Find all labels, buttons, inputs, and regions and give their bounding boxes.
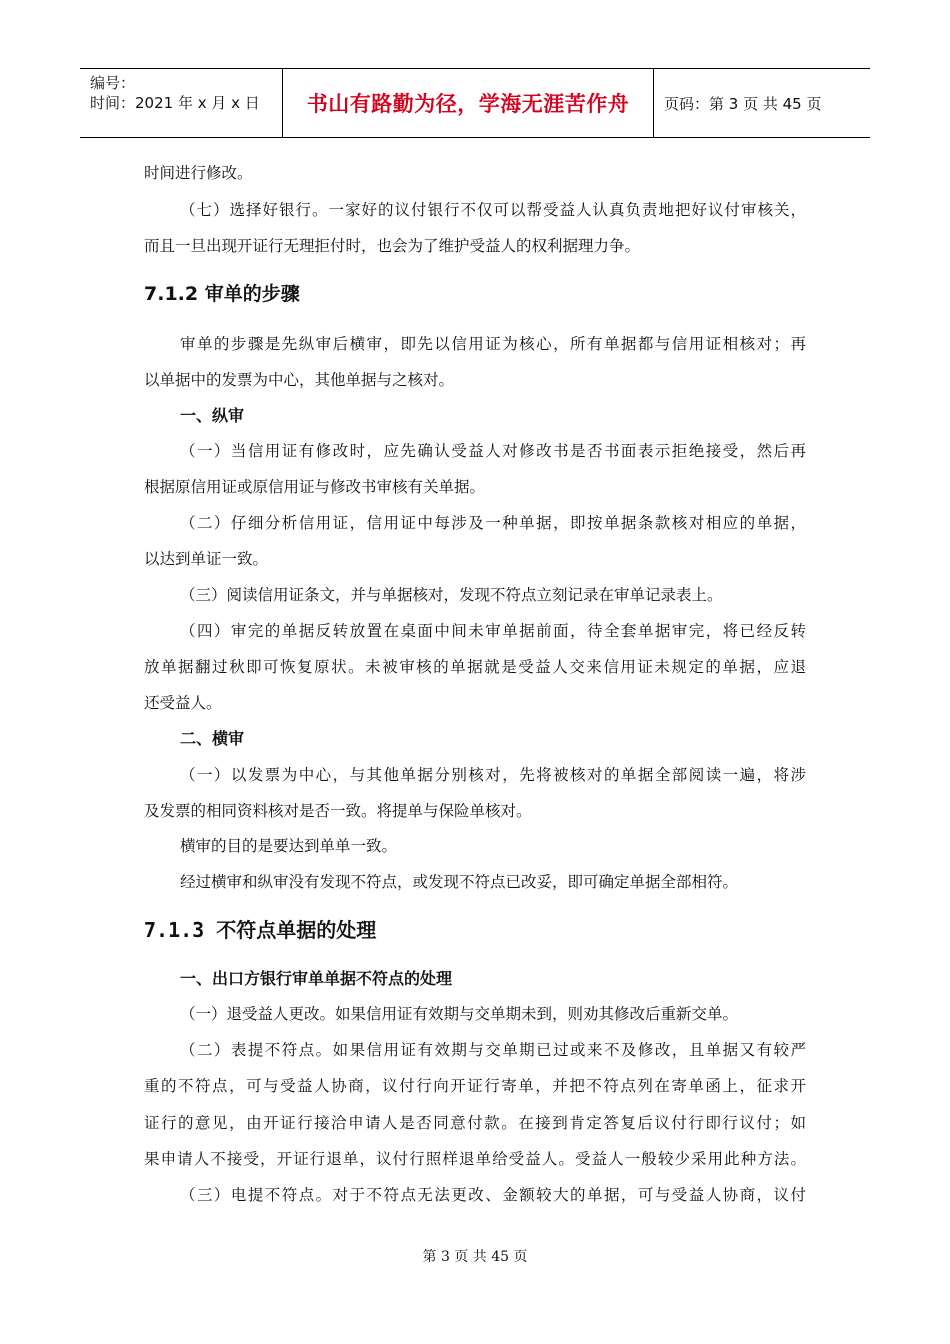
paragraph-line: 及发票的相同资料核对是否一致。将提单与保险单核对。 [144, 802, 532, 820]
subsection-heading: 一、出口方银行审单单据不符点的处理 [180, 969, 453, 988]
paragraph-line: 横审的目的是要达到单单一致。 [180, 837, 398, 855]
paragraph-line: （一）以发票为中心，与其他单据分别核对，先将被核对的单据全部阅读一遍，将涉 [180, 766, 806, 784]
section-heading: 7.1.3 不符点单据的处理 [144, 918, 377, 942]
document-number-label: 编号： [90, 74, 136, 92]
paragraph-line: 根据原信用证或原信用证与修改书审核有关单据。 [144, 478, 486, 496]
paragraph-line: 果申请人不接受，开证行退单，议付行照样退单给受益人。受益人一般较少采用此种方法。 [144, 1150, 806, 1168]
paragraph-line: 证行的意见，由开证行接洽申请人是否同意付款。在接到肯定答复后议付行即行议付；如 [144, 1114, 806, 1132]
subsection-heading: 二、横审 [180, 729, 245, 748]
paragraph-line: （一）当信用证有修改时，应先确认受益人对修改书是否书面表示拒绝接受，然后再 [180, 442, 806, 460]
paragraph-line: （四）审完的单据反转放置在桌面中间未审单据前面，待全套单据审完，将已经反转 [180, 622, 806, 640]
paragraph-line: 重的不符点，可与受益人协商，议付行向开证行寄单，并把不符点列在寄单函上，征求开 [144, 1077, 806, 1095]
paragraph-line: （七）选择好银行。一家好的议付银行不仅可以帮受益人认真负责地把好议付审核关， [180, 201, 806, 219]
section-heading: 7.1.2 审单的步骤 [144, 283, 300, 305]
subsection-heading: 一、纵审 [180, 406, 245, 425]
header-meta [80, 69, 282, 137]
page-footer: 第 3 页 共 45 页 [422, 1249, 528, 1265]
paragraph-line: （三）阅读信用证条文，并与单据核对，发现不符点立刻记录在审单记录表上。 [180, 586, 723, 604]
paragraph-line: 还受益人。 [144, 694, 222, 712]
paragraph-line: 放单据翻过秋即可恢复原状。未被审核的单据就是受益人交来信用证未规定的单据，应退 [144, 658, 806, 676]
paragraph-line: （一）退受益人更改。如果信用证有效期与交单期未到，则劝其修改后重新交单。 [180, 1005, 739, 1023]
paragraph-line: 而且一旦出现开证行无理拒付时，也会为了维护受益人的权利据理力争。 [144, 237, 641, 255]
paragraph-line: 审单的步骤是先纵审后横审，即先以信用证为核心，所有单据都与信用证相核对；再 [180, 335, 806, 353]
paragraph-line: （二）表提不符点。如果信用证有效期与交单期已过或来不及修改，且单据又有较严 [180, 1041, 806, 1059]
header-page-info: 页码：第 3 页 共 45 页 [664, 94, 822, 113]
paragraph-line: 经过横审和纵审没有发现不符点，或发现不符点已改妥，即可确定单据全部相符。 [180, 873, 739, 891]
paragraph-line: 时间进行修改。 [144, 164, 253, 182]
page-header [80, 68, 870, 138]
header-motto: 书山有路勤为径，学海无涯苦作舟 [282, 69, 654, 137]
paragraph-line: （三）电提不符点。对于不符点无法更改、金额较大的单据，可与受益人协商，议付 [180, 1186, 806, 1204]
document-date: 时间：2021 年 x 月 x 日 [90, 94, 260, 112]
paragraph-line: 以达到单证一致。 [144, 550, 269, 568]
paragraph-line: （二）仔细分析信用证，信用证中每涉及一种单据，即按单据条款核对相应的单据， [180, 514, 806, 532]
paragraph-line: 以单据中的发票为中心，其他单据与之核对。 [144, 371, 455, 389]
